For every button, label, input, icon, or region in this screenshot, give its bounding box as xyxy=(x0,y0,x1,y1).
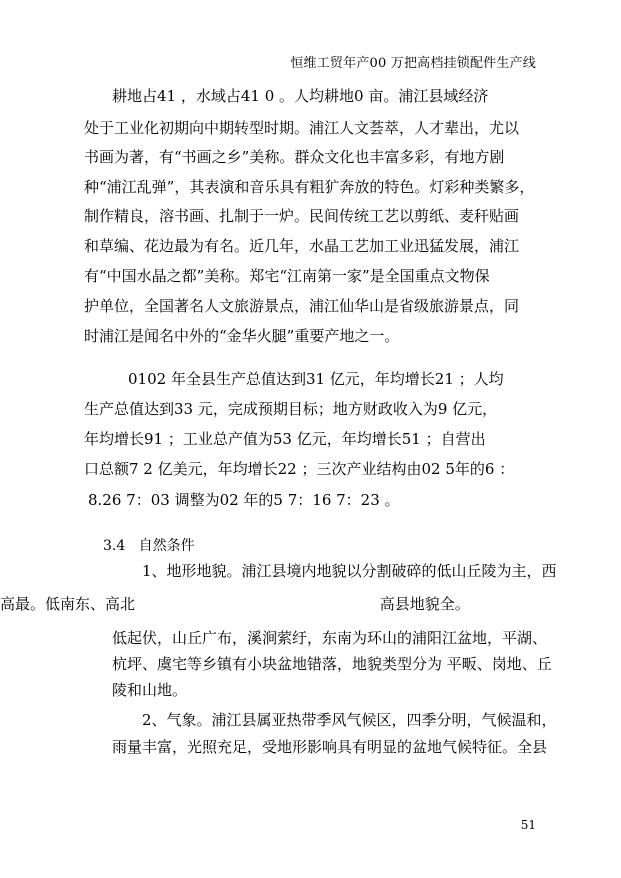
section-number: 3.4 xyxy=(103,538,126,554)
page-header: 恒维工贸年产00 万把高档挂锁配件生产线 xyxy=(290,56,536,71)
paragraph-line: 年均增长91 ；工业总产值为53 亿元，年均增长51 ；自营出 xyxy=(84,430,486,448)
paragraph-line: 书画为著，有“书画之乡”美称。群众文化也丰富多彩，有地方剧 xyxy=(84,148,505,166)
paragraph-line: 处于工业化初期向中期转型时期。浦江人文荟萃，人才辈出，尤以 xyxy=(84,119,520,137)
paragraph-line: 护单位，全国著名人文旅游景点，浦江仙华山是省级旅游景点，同 xyxy=(84,297,520,315)
paragraph-line: 高最。低南东、高北 高县地貌全。 xyxy=(0,595,470,613)
paragraph-line: 0102 年全县生产总值达到31 亿元，年均增长21 ；人均 xyxy=(128,370,504,388)
paragraph-line: 耕地占41 ，水域占41 0 。人均耕地0 亩。浦江县域经济 xyxy=(112,87,489,105)
page-number: 51 xyxy=(520,818,536,832)
paragraph-line: 制作精良，溶书画、扎制于一炉。民间传统工艺以剪纸、麦秆贴画 xyxy=(84,207,520,225)
paragraph-line: 和草编、花边最为有名。近几年，水晶工艺加工业迅猛发展，浦江 xyxy=(84,237,520,255)
paragraph-line: 陵和山地。 xyxy=(112,681,188,699)
paragraph-line: 杭坪、虞宅等乡镇有小块盆地错落，地貌类型分为 平畈、岗地、丘 xyxy=(112,655,552,673)
paragraph-line: 种“浦江乱弹”，其表演和音乐具有粗犷奔放的特色。灯彩种类繁多， xyxy=(84,178,535,196)
paragraph-line: 生产总值达到33 元，完成预期目标；地方财政收入为9 亿元， xyxy=(84,400,498,418)
section-heading xyxy=(103,536,195,556)
section-title: 自然条件 xyxy=(138,538,195,554)
paragraph-line: 2、气象。浦江县属亚热带季风气候区，四季分明，气候温和， xyxy=(142,711,557,729)
paragraph-line: 时浦江是闻名中外的“金华火腿”重要产地之一。 xyxy=(84,327,400,345)
paragraph-line: 口总额7 2 亿美元，年均增长22 ；三次产业结构由02 5年的6 ： xyxy=(84,460,515,478)
paragraph-line: 1、地形地貌。浦江县境内地貌以分割破碎的低山丘陵为主，西 xyxy=(142,562,557,580)
paragraph-line: 有“中国水晶之都”美称。郑宅“江南第一家”是全国重点文物保 xyxy=(84,267,490,285)
paragraph-line: 低起伏，山丘广布，溪涧萦纡，东南为环山的浦阳江盆地，平湖、 xyxy=(112,629,548,647)
paragraph-line: 8.26 7：03 调整为02 年的5 7：16 7：23 。 xyxy=(88,491,400,509)
paragraph-line: 雨量丰富，光照充足，受地形影响具有明显的盆地气候特征。全县 xyxy=(112,738,548,756)
